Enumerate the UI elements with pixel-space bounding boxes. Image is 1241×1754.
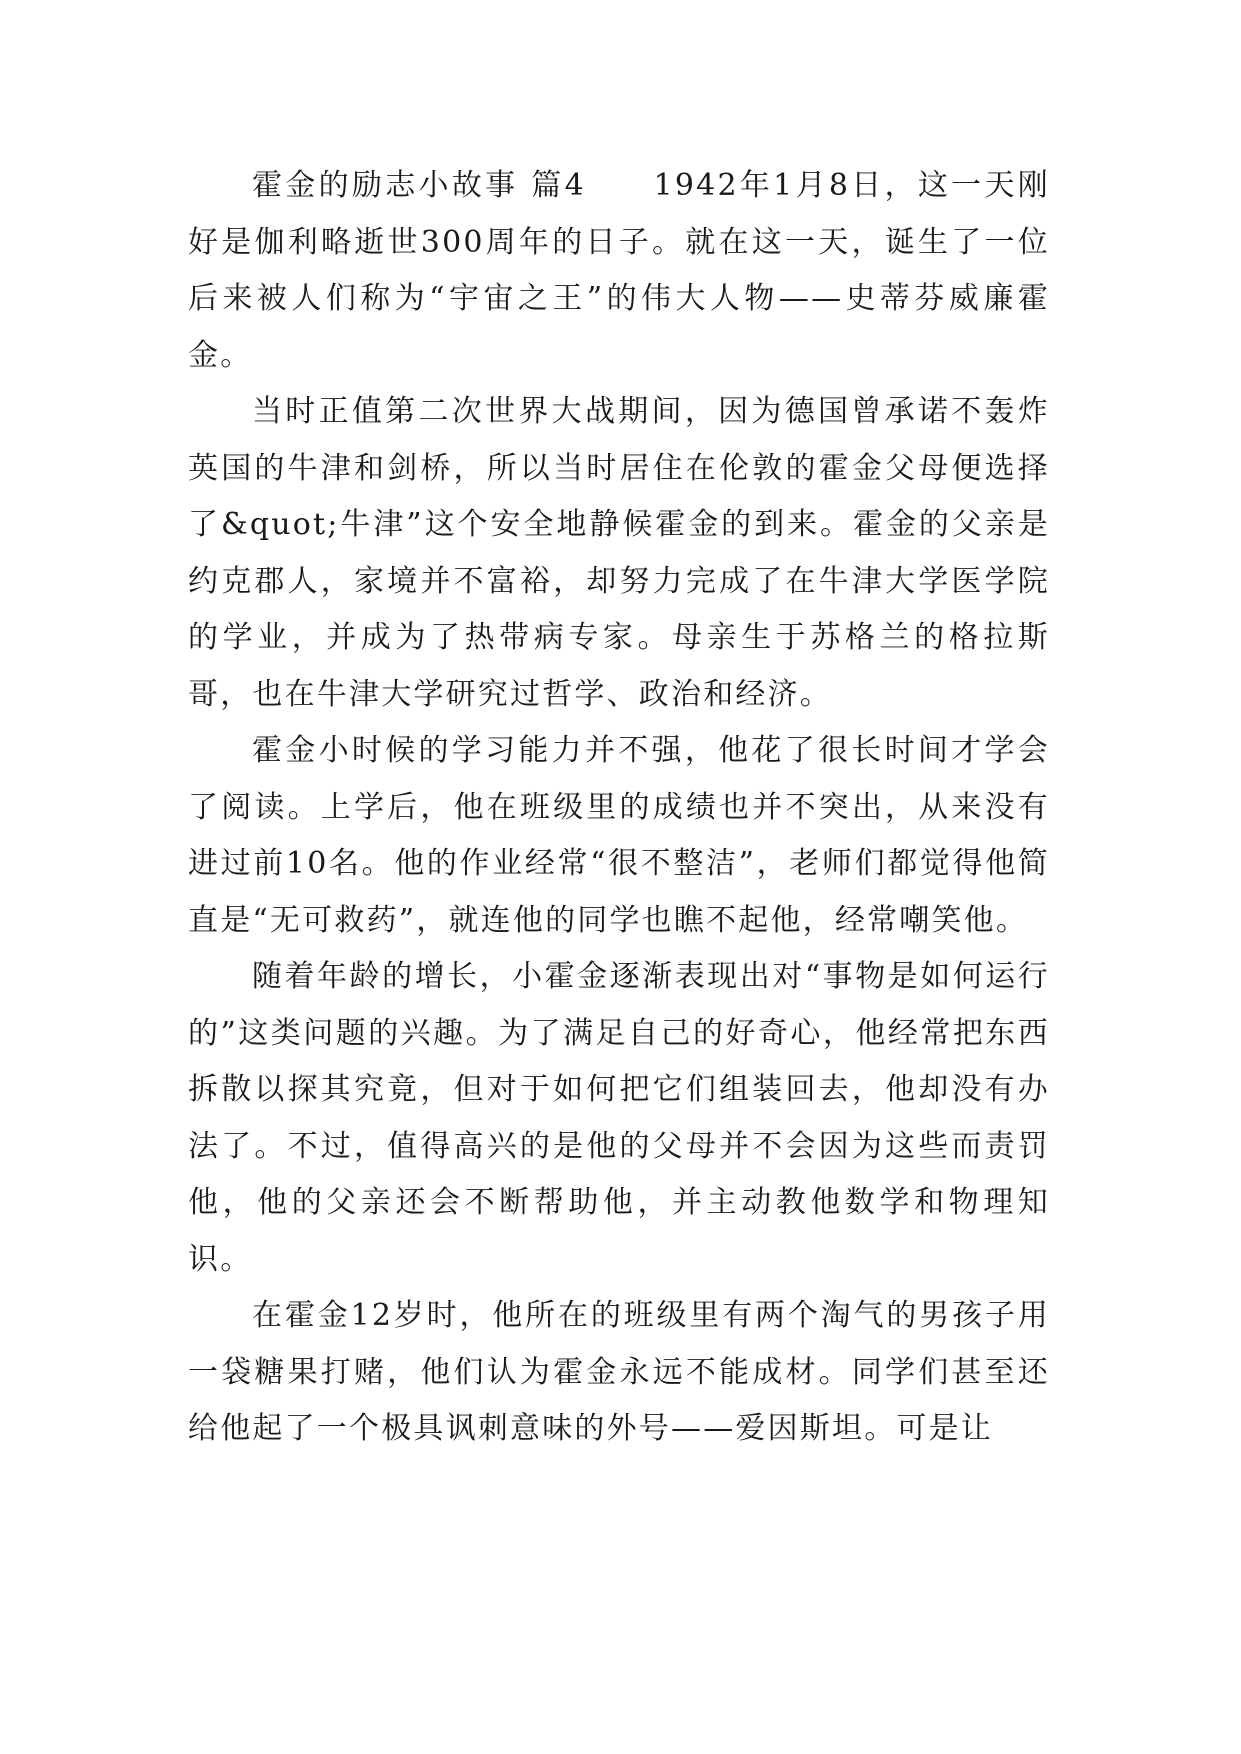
- paragraph-5: 在霍金12岁时，他所在的班级里有两个淘气的男孩子用一袋糖果打赌，他们认为霍金永远不能成材。同学们甚至还给他起了一个极具讽刺意味的外号——爱因斯坦。可是让: [188, 1298, 1050, 1446]
- paragraph-3: 霍金小时候的学习能力并不强，他花了很长时间才学会了阅读。上学后，他在班级里的成绩也并不突出，从来没有进过前10名。他的作业经常“很不整洁”，老师们都觉得他简直是“无可救药”，就连他的同学也瞧不起他，经常嘲笑他。: [188, 733, 1050, 938]
- paragraph-1: 霍金的励志小故事 篇4 1942年1月8日，这一天刚好是伽利略逝世300周年的日子。就在这一天，诞生了一位后来被人们称为“宇宙之王”的伟大人物——史蒂芬威廉霍金。: [188, 168, 1050, 373]
- paragraph-2: 当时正值第二次世界大战期间，因为德国曾承诺不轰炸英国的牛津和剑桥，所以当时居住在伦敦的霍金父母便选择了&quot;牛津”这个安全地静候霍金的到来。霍金的父亲是约克郡人，家境并不富裕，却努力完成了在牛津大学医学院的学业，并成为了热带病专家。母亲生于苏格兰的格拉斯哥，也在牛津大学研究过哲学、政治和经济。: [188, 394, 1050, 712]
- document-body: [188, 158, 1050, 1458]
- paragraph-4: 随着年龄的增长，小霍金逐渐表现出对“事物是如何运行的”这类问题的兴趣。为了满足自己的好奇心，他经常把东西拆散以探其究竟，但对于如何把它们组装回去，他却没有办法了。不过，值得高兴的是他的父母并不会因为这些而责罚他，他的父亲还会不断帮助他，并主动教他数学和物理知识。: [188, 959, 1050, 1277]
